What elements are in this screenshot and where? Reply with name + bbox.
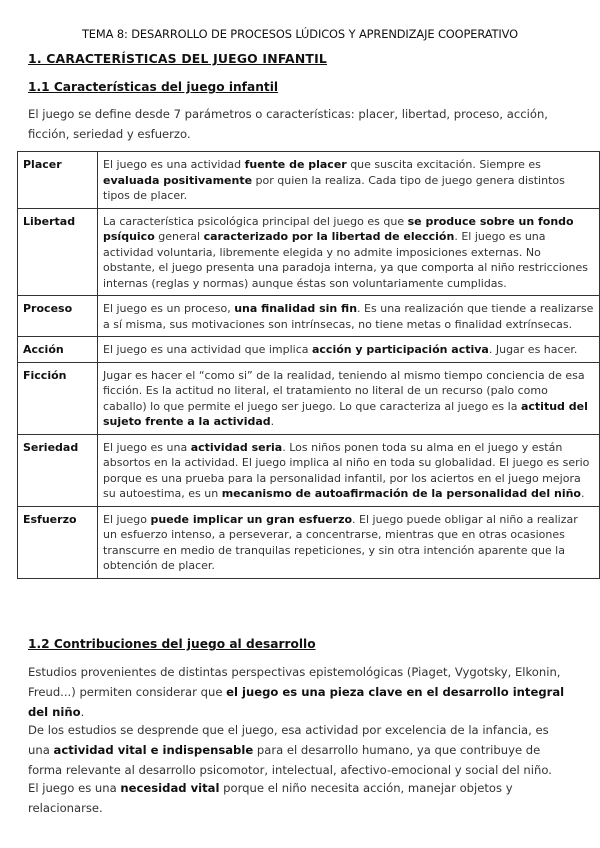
text-segment: El juego es una actividad que implica	[103, 343, 312, 356]
text-segment: .	[80, 705, 85, 719]
text-segment: El juego es una actividad	[103, 158, 245, 171]
text-segment: por quien la realiza. Cada tipo de juego genera distintos tipos de placer.	[103, 173, 565, 202]
characteristic-description	[98, 434, 600, 506]
contributions-paragraph	[28, 778, 573, 818]
table-row	[18, 152, 600, 209]
table-row	[18, 506, 600, 578]
text-segment: El juego	[103, 512, 151, 526]
text-segment: .	[270, 415, 275, 428]
characteristic-description	[98, 152, 600, 209]
bold-text: actividad vital e indispensable	[53, 743, 254, 757]
bold-text: fuente de placer	[244, 158, 347, 171]
contributions-paragraph	[28, 720, 573, 780]
text-segment: . Jugar es hacer.	[488, 343, 578, 356]
text-segment: .	[580, 487, 585, 500]
table-row	[18, 434, 600, 506]
section-heading: 1. CARACTERÍSTICAS DEL JUEGO INFANTIL	[28, 51, 327, 66]
characteristics-table	[17, 151, 600, 579]
bold-text: una finalidad sin fin	[234, 302, 358, 315]
table-row	[18, 362, 600, 434]
text-segment: El juego es una	[28, 781, 121, 795]
characteristic-description	[98, 296, 600, 337]
text-segment: . El juego es una actividad voluntaria, libremente elegida y no admite imposiciones externas. No obstante, el juego presenta una paradoja interna, ya que comporta al niño restricciones internas (reglas y normas) aunque éstas son voluntariamente cumplidas.	[103, 230, 589, 290]
characteristic-term: Placer	[18, 152, 98, 209]
intro-paragraph: El juego se define desde 7 parámetros o características: placer, libertad, proceso, acción, ficción, seriedad y esfuerzo.	[28, 107, 548, 141]
characteristic-term: Ficción	[18, 362, 98, 434]
bold-text: actividad seria	[190, 440, 283, 454]
text-segment: Estudios provenientes de distintas perspectivas epistemológicas (Piaget, Vygotsky, Elkonin, Freud...) permiten considerar que	[28, 665, 561, 699]
characteristic-term: Seriedad	[18, 434, 98, 506]
table-row	[18, 337, 600, 363]
bold-text: se produce sobre un fondo psíquico	[103, 214, 574, 243]
document-title: TEMA 8: DESARROLLO DE PROCESOS LÚDICOS Y APRENDIZAJE COOPERATIVO	[81, 27, 519, 41]
text-segment: porque el niño necesita acción, manejar objetos y relacionarse.	[28, 781, 513, 815]
bold-text: puede implicar un gran esfuerzo	[150, 512, 353, 526]
characteristic-term: Esfuerzo	[18, 506, 98, 578]
characteristic-term: Libertad	[18, 208, 98, 296]
text-segment: que suscita excitación. Siempre es	[346, 158, 541, 171]
text-segment: La característica psicológica principal del juego es que	[103, 214, 408, 228]
bold-text: mecanismo de autoafirmación de la personalidad del niño	[221, 487, 581, 500]
characteristic-description	[98, 506, 600, 578]
text-segment: . El juego puede obligar al niño a realizar un esfuerzo intenso, a perseverar, a concentrarse, mientras que en otras ocasiones transcurre en medio de tranquilas repeticiones, y sin otra intención aparente que la obtención de placer.	[103, 512, 578, 572]
characteristic-term: Acción	[18, 337, 98, 363]
table-row	[18, 296, 600, 337]
text-segment: El juego es un proceso,	[103, 302, 235, 315]
text-segment: Jugar es hacer el “como si” de la realidad, teniendo al mismo tiempo conciencia de esa ficción. Es la actitud no literal, el tratamiento no literal de un recurso (palo como caballo) lo que permite el juego ser juego. Lo que caracteriza al juego es la	[103, 368, 585, 413]
characteristic-description	[98, 208, 600, 296]
bold-text: el juego es una pieza clave en el desarrollo integral del niño	[28, 685, 565, 719]
subsection-heading-contributions: 1.2 Contribuciones del juego al desarrollo	[28, 637, 316, 651]
subsection-heading-characteristics: 1.1 Características del juego infantil	[28, 80, 279, 94]
characteristic-term: Proceso	[18, 296, 98, 337]
text-segment: para el desarrollo humano, ya que contribuye de forma relevante al desarrollo psicomotor, intelectual, afectivo-emocional y social del niño.	[28, 743, 552, 777]
text-segment: . Es una realización que tiende a realizarse a sí misma, sus motivaciones son intrínsecas, no tiene metas o finalidad extrínsecas.	[103, 302, 594, 331]
characteristic-description	[98, 337, 600, 363]
bold-text: actitud del sujeto frente a la actividad	[103, 399, 588, 428]
bold-text: evaluada positivamente	[103, 173, 253, 187]
contributions-paragraph	[28, 662, 573, 722]
text-segment: . Los niños ponen toda su alma en el juego y están absortos en la actividad. El juego implica al niño en toda su globalidad. El juego es serio porque es una prueba para la personalidad infantil, por los aciertos en el juego mejora su autoestima, es un	[103, 440, 590, 500]
text-segment: El juego es una	[103, 440, 191, 454]
text-segment: De los estudios se desprende que el juego, esa actividad por excelencia de la infancia, es una	[28, 723, 549, 757]
bold-text: acción y participación activa	[311, 343, 489, 356]
bold-text: caracterizado por la libertad de elección	[203, 230, 455, 243]
table-row	[18, 208, 600, 296]
characteristic-description	[98, 362, 600, 434]
text-segment: general	[154, 230, 204, 243]
bold-text: necesidad vital	[120, 781, 220, 795]
